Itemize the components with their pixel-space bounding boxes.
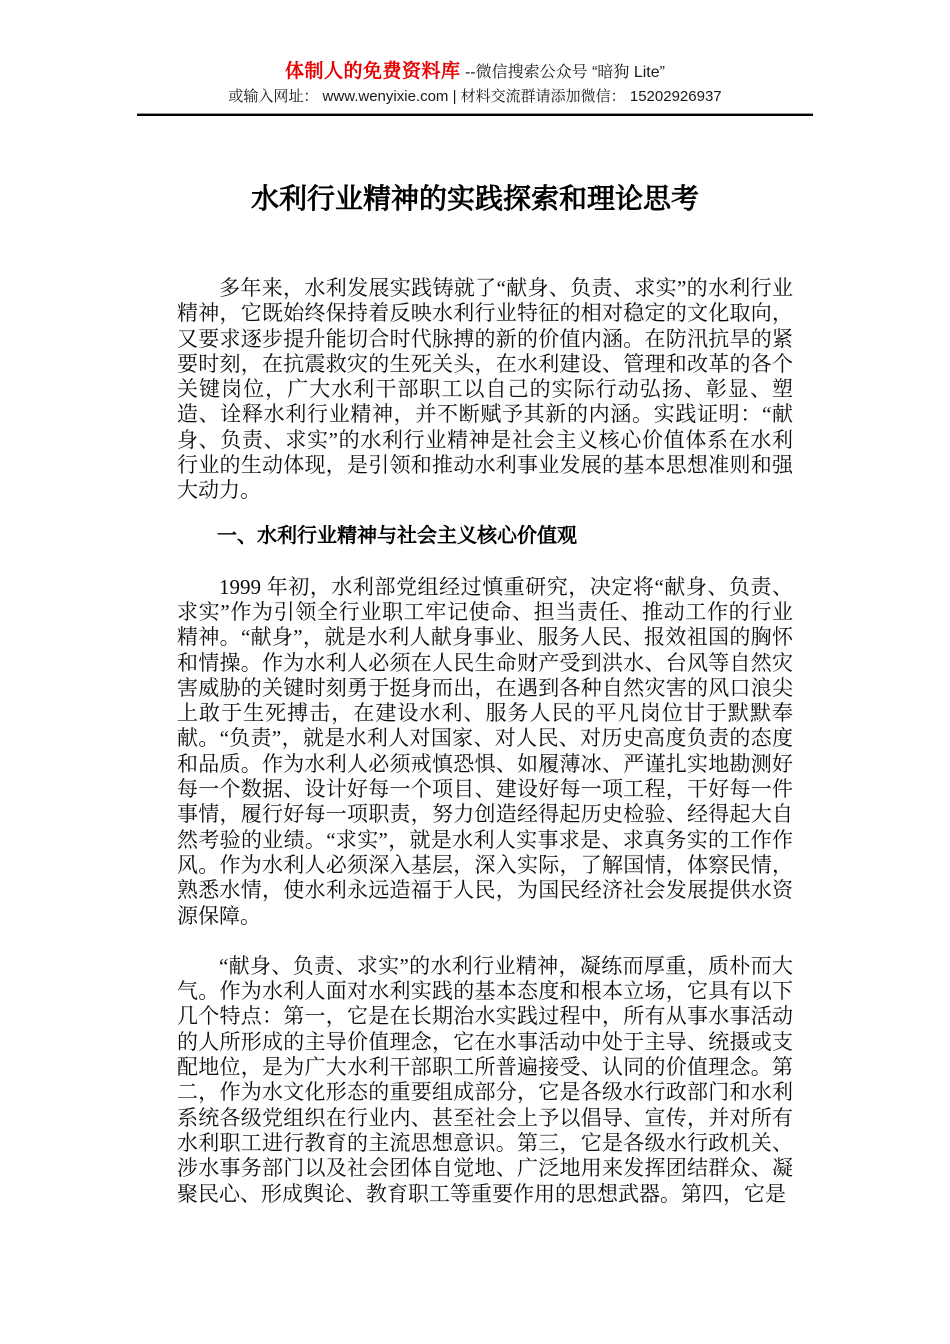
document-title: 水利行业精神的实践探索和理论思考 (250, 184, 699, 215)
divider-text: | (452, 88, 457, 105)
wechat-note-label: 材料交流群请添加微信： (460, 88, 626, 105)
promo-header-line1 (0, 60, 950, 85)
url-prefix-label: 或输入网址： (228, 88, 319, 105)
promo-header-line2 (0, 87, 950, 107)
intro-paragraph: 多年来，水利发展实践铸就了“献身、负责、求实”的水利行业精神，它既始终保持着反映水利行业特征的相对稳定的文化取向，又要求逐步提升能切合时代脉搏的新的价值内涵。在防汛抗旱的紧要时刻，在抗震救灾的生死关头，在水利建设、管理和改革的各个关键岗位，广大水利干部职工以自己的实际行动弘扬、彰显、塑造、诠释水利行业精神，并不断赋予其新的内涵。实践证明：“献身、负责、求实”的水利行业精神是社会主义核心价值体系在水利行业的生动体现，是引领和推动水利事业发展的基本思想准则和强大动力。 (177, 276, 793, 503)
section-1-paragraph-2: “献身、负责、求实”的水利行业精神，凝练而厚重，质朴而大气。作为水利人面对水利实践的基本态度和根本立场，它具有以下几个特点：第一，它是在长期治水实践过程中，所有从事水事活动的人所形成的主导价值理念，它在水事活动中处于主导、统摄或支配地位，是为广大水利干部职工所普遍接受、认同的价值理念。第二，作为水文化形态的重要组成部分，它是各级水行政部门和水利系统各级党组织在行业内、甚至社会上予以倡导、宣传，并对所有水利职工进行教育的主流思想意识。第三，它是各级水行政机关、涉水事务部门以及社会团体自觉地、广泛地用来发挥团结群众、凝聚民心、形成舆论、教育职工等重要作用的思想武器。第四，它是 (177, 953, 793, 1206)
website-url: www.wenyixie.com (322, 88, 449, 105)
brand-name: 体制人的免费资料库 (285, 61, 461, 82)
section-1-paragraph-1: 1999 年初，水利部党组经过慎重研究，决定将“献身、负责、求实”作为引领全行业职工牢记使命、担当责任、推动工作的行业精神。“献身”，就是水利人献身事业、服务人民、报效祖国的胸怀和情操。作为水利人必须在人民生命财产受到洪水、台风等自然灾害威胁的关键时刻勇于挺身而出，在遇到各种自然灾害的风口浪尖上敢于生死搏击，在建设水利、服务人民的平凡岗位甘于默默奉献。“负责”，就是水利人对国家、对人民、对历史高度负责的态度和品质。作为水利人必须戒慎恐惧、如履薄冰、严谨扎实地勘测好每一个数据、设计好每一个项目、建设好每一项工程，干好每一件事情，履行好每一项职责，努力创造经得起历史检验、经得起大自然考验的业绩。“求实”，就是水利人实事求是、求真务实的工作作风。作为水利人必须深入基层，深入实际，了解国情，体察民情，熟悉水情，使水利永远造福于人民，为国民经济社会发展提供水资源保障。 (177, 574, 793, 928)
document-body (177, 276, 793, 1207)
promo-header (0, 0, 950, 116)
header-divider-rule (137, 113, 813, 116)
wechat-search-hint: --微信搜索公众号 “暗狗 Lite” (464, 64, 665, 81)
wechat-number: 15202926937 (629, 88, 722, 105)
section-1-heading: 一、水利行业精神与社会主义核心价值观 (217, 524, 577, 547)
